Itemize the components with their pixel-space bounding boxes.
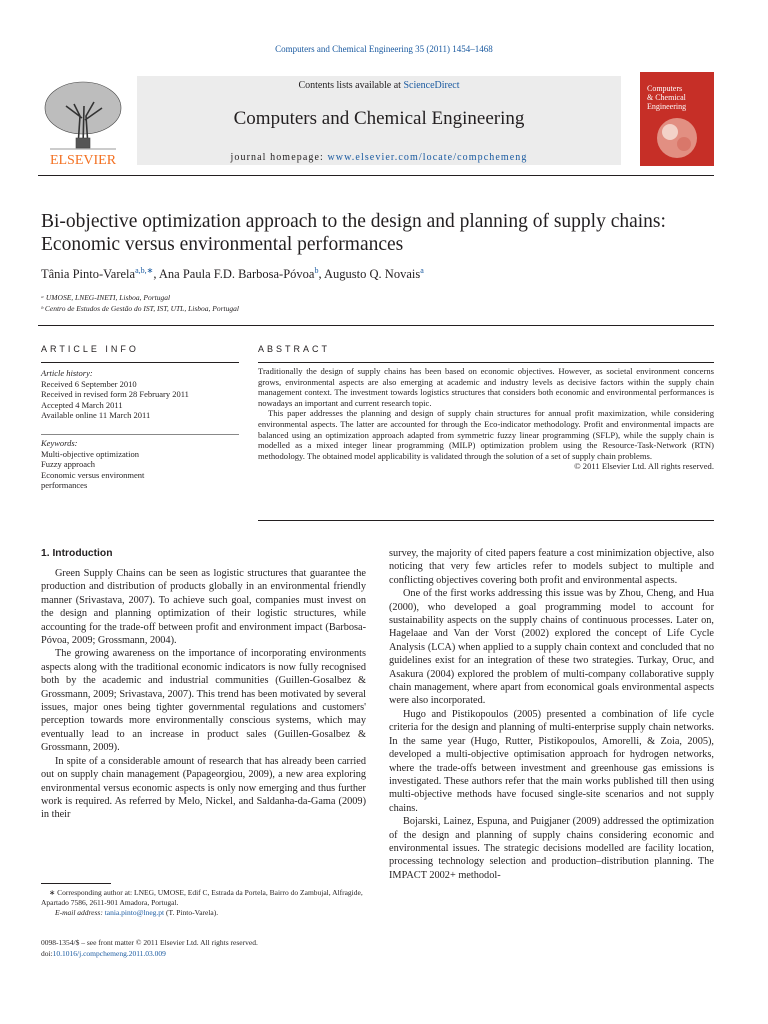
keywords-rule (41, 434, 239, 435)
abstract-rule (258, 362, 714, 363)
elsevier-wordmark: ELSEVIER (49, 153, 117, 168)
abstract-paragraph: Traditionally the design of supply chains has been based on economic objectives. However, as societal environment concerns grows, environmental aspects are also emerging at academic and industry levels as decisive factors within the supply chain management context. The investment towards logistics structures that considers both economic and environmental performances is nowadays an important and current research topic. (258, 366, 714, 408)
elsevier-tree-logo (38, 76, 128, 168)
body-paragraph: Bojarski, Lainez, Espuna, and Puigjaner (2009) addressed the optimization of the design and planning of supply chains considering economic and environmental issues. The strategic decisions modelled are facility location, processing technology selection and production–distribution planning. The IMPACT 2002+ methodol- (389, 816, 714, 881)
article-title: Bi-objective optimization approach to the design and planning of supply chains: Economic versus environmental performances (41, 211, 666, 255)
history-item: Received 6 September 2010 (41, 378, 137, 389)
body-column-right (389, 547, 714, 882)
abstract-bottom-rule (258, 520, 714, 521)
affiliation-b: ᵇ Centro de Estudos de Gestão do IST, IST, UTL, Lisboa, Portugal (41, 304, 239, 313)
history-item: Received in revised form 28 February 2011 (41, 389, 189, 400)
section-rule (38, 325, 714, 326)
author-name: Ana Paula F.D. Barbosa-Póvoa (158, 267, 315, 282)
body-paragraph: In spite of a considerable amount of research that has already been carried out on supply chain management (Papageorgiou, 2009), a new area exploring environmental versus economic aspects is only now emerging and thus further work is required. As referred by Melo, Nickel, and Saldanha-da-Gama (2009) in their (41, 755, 366, 821)
article-history (41, 368, 241, 421)
keywords (41, 438, 241, 491)
history-item: Accepted 4 March 2011 (41, 399, 123, 410)
cover-title: Computers & Chemical Engineering (647, 84, 687, 111)
author-affiliation-marks[interactable]: a,b,∗ (135, 266, 154, 275)
corresponding-author-footnote: ∗ Corresponding author at: LNEG, UMOSE, Edif C, Estrada da Portela, Bairro do Zambujal, Alfragide, Apartado 7586, 2611-901 Amadora, Portugal. E-mail address: tania.pinto@lneg.pt (T. Pinto-Varela). (41, 888, 366, 918)
doi-link[interactable]: 10.1016/j.compchemeng.2011.03.009 (52, 948, 166, 958)
keyword-item: Multi-objective optimization (41, 448, 139, 459)
body-paragraph: Hugo and Pistikopoulos (2005) presented a combination of life cycle criteria for the design and planning of multi-enterprise supply chain networks. In the same year (Hugo, Rutter, Pistikopoulos, Amorelli, & Zoia, 2005), developed a multi-objective optimisation approach for hydrogen networks, where the trade-offs between investment and greenhouse gas emissions is investigated. These authors refer that the main works published till then using multi-objective methods have focused single-site scenarios and not supply chains. (389, 708, 714, 814)
copyright-line: © 2011 Elsevier Ltd. All rights reserved. (574, 461, 714, 472)
abstract-body (258, 366, 714, 472)
body-paragraph: Green Supply Chains can be seen as logistic structures that guarantee the production and distribution of products globally in an environmental friendly manner (Srivastava, 2007). To achieve such goal, companies must invest on the design and planning optimization of their logistic structures, while accounting for the trade-off between profit and environment impact (Barbosa-Póvoa, 2009; Grossmann, 2004). (41, 568, 366, 647)
article-info-rule (41, 362, 239, 363)
author-affiliation-marks[interactable]: b (314, 266, 319, 275)
contents-line: Contents lists available at ScienceDirect (298, 80, 460, 91)
homepage-line: journal homepage: www.elsevier.com/locate/compchemeng (230, 152, 528, 163)
journal-name: Computers and Chemical Engineering (233, 108, 525, 129)
homepage-link[interactable]: www.elsevier.com/locate/compchemeng (327, 152, 528, 163)
author-name: Augusto Q. Novais (324, 267, 421, 282)
journal-cover-thumbnail (640, 72, 714, 166)
cover-graphic-icon (654, 116, 700, 160)
keyword-item: Economic versus environment (41, 469, 145, 480)
history-item: Available online 11 March 2011 (41, 410, 151, 421)
header-rule (38, 175, 714, 176)
email-link[interactable]: tania.pinto@lneg.pt (104, 908, 165, 917)
corresponding-address: ∗ Corresponding author at: LNEG, UMOSE, Edif C, Estrada da Portela, Bairro do Zambujal, Alfragide, Apartado 7586, 2611-901 Amadora, Portugal. (41, 888, 363, 907)
keywords-label: Keywords: (41, 438, 78, 448)
article-info-heading: ARTICLE INFO (41, 344, 139, 354)
author-list: Tânia Pinto-Varela$^{a,b,∗}$, Ana Paula F.D. Barbosa-Póvoa$^b$, Augusto Q. Novais$^a$ (41, 266, 424, 282)
affiliation-a: ᵃ UMOSE, LNEG-INETI, Lisboa, Portugal (41, 293, 171, 302)
abstract-paragraph: This paper addresses the planning and design of supply chain structures for annual profit maximization, while considering environmental aspects. The latter are accounted for through the Eco-indicator methodology. Profit and environmental impacts are balanced using an optimization approach adapted from symmetric fuzzy linear programming (SFLP), while the supply chain is modelled as a mixed integer linear programming (MILP) optimization problem using the Resource-Task-Network (RTN) methodology. The obtained model applicability is validated through the solution of a set of supply chain problems. (258, 408, 714, 461)
footnote-rule (41, 883, 111, 884)
body-paragraph: One of the first works addressing this issue was by Zhou, Cheng, and Hua (2000), who developed a goal programming model to account for sustainability aspects on the supply chains of continuous processes. Later on, Hagelaae and Van der Vorst (2002) explored the concept of Life Cycle Analysis (LCA) when applied to a supply chain context and concluded that no guidelines exist for an integration of these two strategies. Turkay, Oruc, and Asakura (2004) explored the problem of multi-company collaborative supply chain management, where apart from economical goals environmental aspects were also incorporated. (389, 588, 714, 707)
author-affiliation-marks[interactable]: a (420, 266, 424, 275)
issn-doi-block: 0098-1354/$ – see front matter © 2011 Elsevier Ltd. All rights reserved. doi:10.1016/j.compchemeng.2011.03.009 (41, 938, 258, 958)
keyword-item: Fuzzy approach (41, 459, 96, 470)
issn-line: 0098-1354/$ – see front matter © 2011 Elsevier Ltd. All rights reserved. (41, 938, 258, 947)
history-label: Article history: (41, 368, 93, 378)
keyword-item: performances (41, 480, 88, 491)
sciencedirect-link[interactable]: ScienceDirect (403, 80, 460, 91)
journal-reference[interactable]: Computers and Chemical Engineering 35 (2011) 1454–1468 (275, 44, 493, 54)
body-column-left (41, 567, 366, 822)
author-name: Tânia Pinto-Varela (41, 267, 136, 282)
introduction-heading: 1. Introduction (41, 548, 113, 559)
abstract-heading: ABSTRACT (258, 344, 331, 354)
body-paragraph: The growing awareness on the importance of incorporating environments aspects along with the traditional economic indicators is now fully recognised both by the academic and industrial communities (Guillen-Gosalbez & Grossmann, 2009; Srivastava, 2007). This trend has been motivated by several issues, major ones being tighter governmental regulations and customers' perception towards more environmentally conscious systems, which may eventually lead to an increase in product sales (Guillen-Gosalbez & Grossmann, 2009). (41, 648, 366, 754)
body-paragraph: survey, the majority of cited papers feature a cost minimization objective, also noticing that very few articles refer to models subject to multiple and conflicting objectives covering both profit and environmental aspects. (389, 548, 714, 586)
